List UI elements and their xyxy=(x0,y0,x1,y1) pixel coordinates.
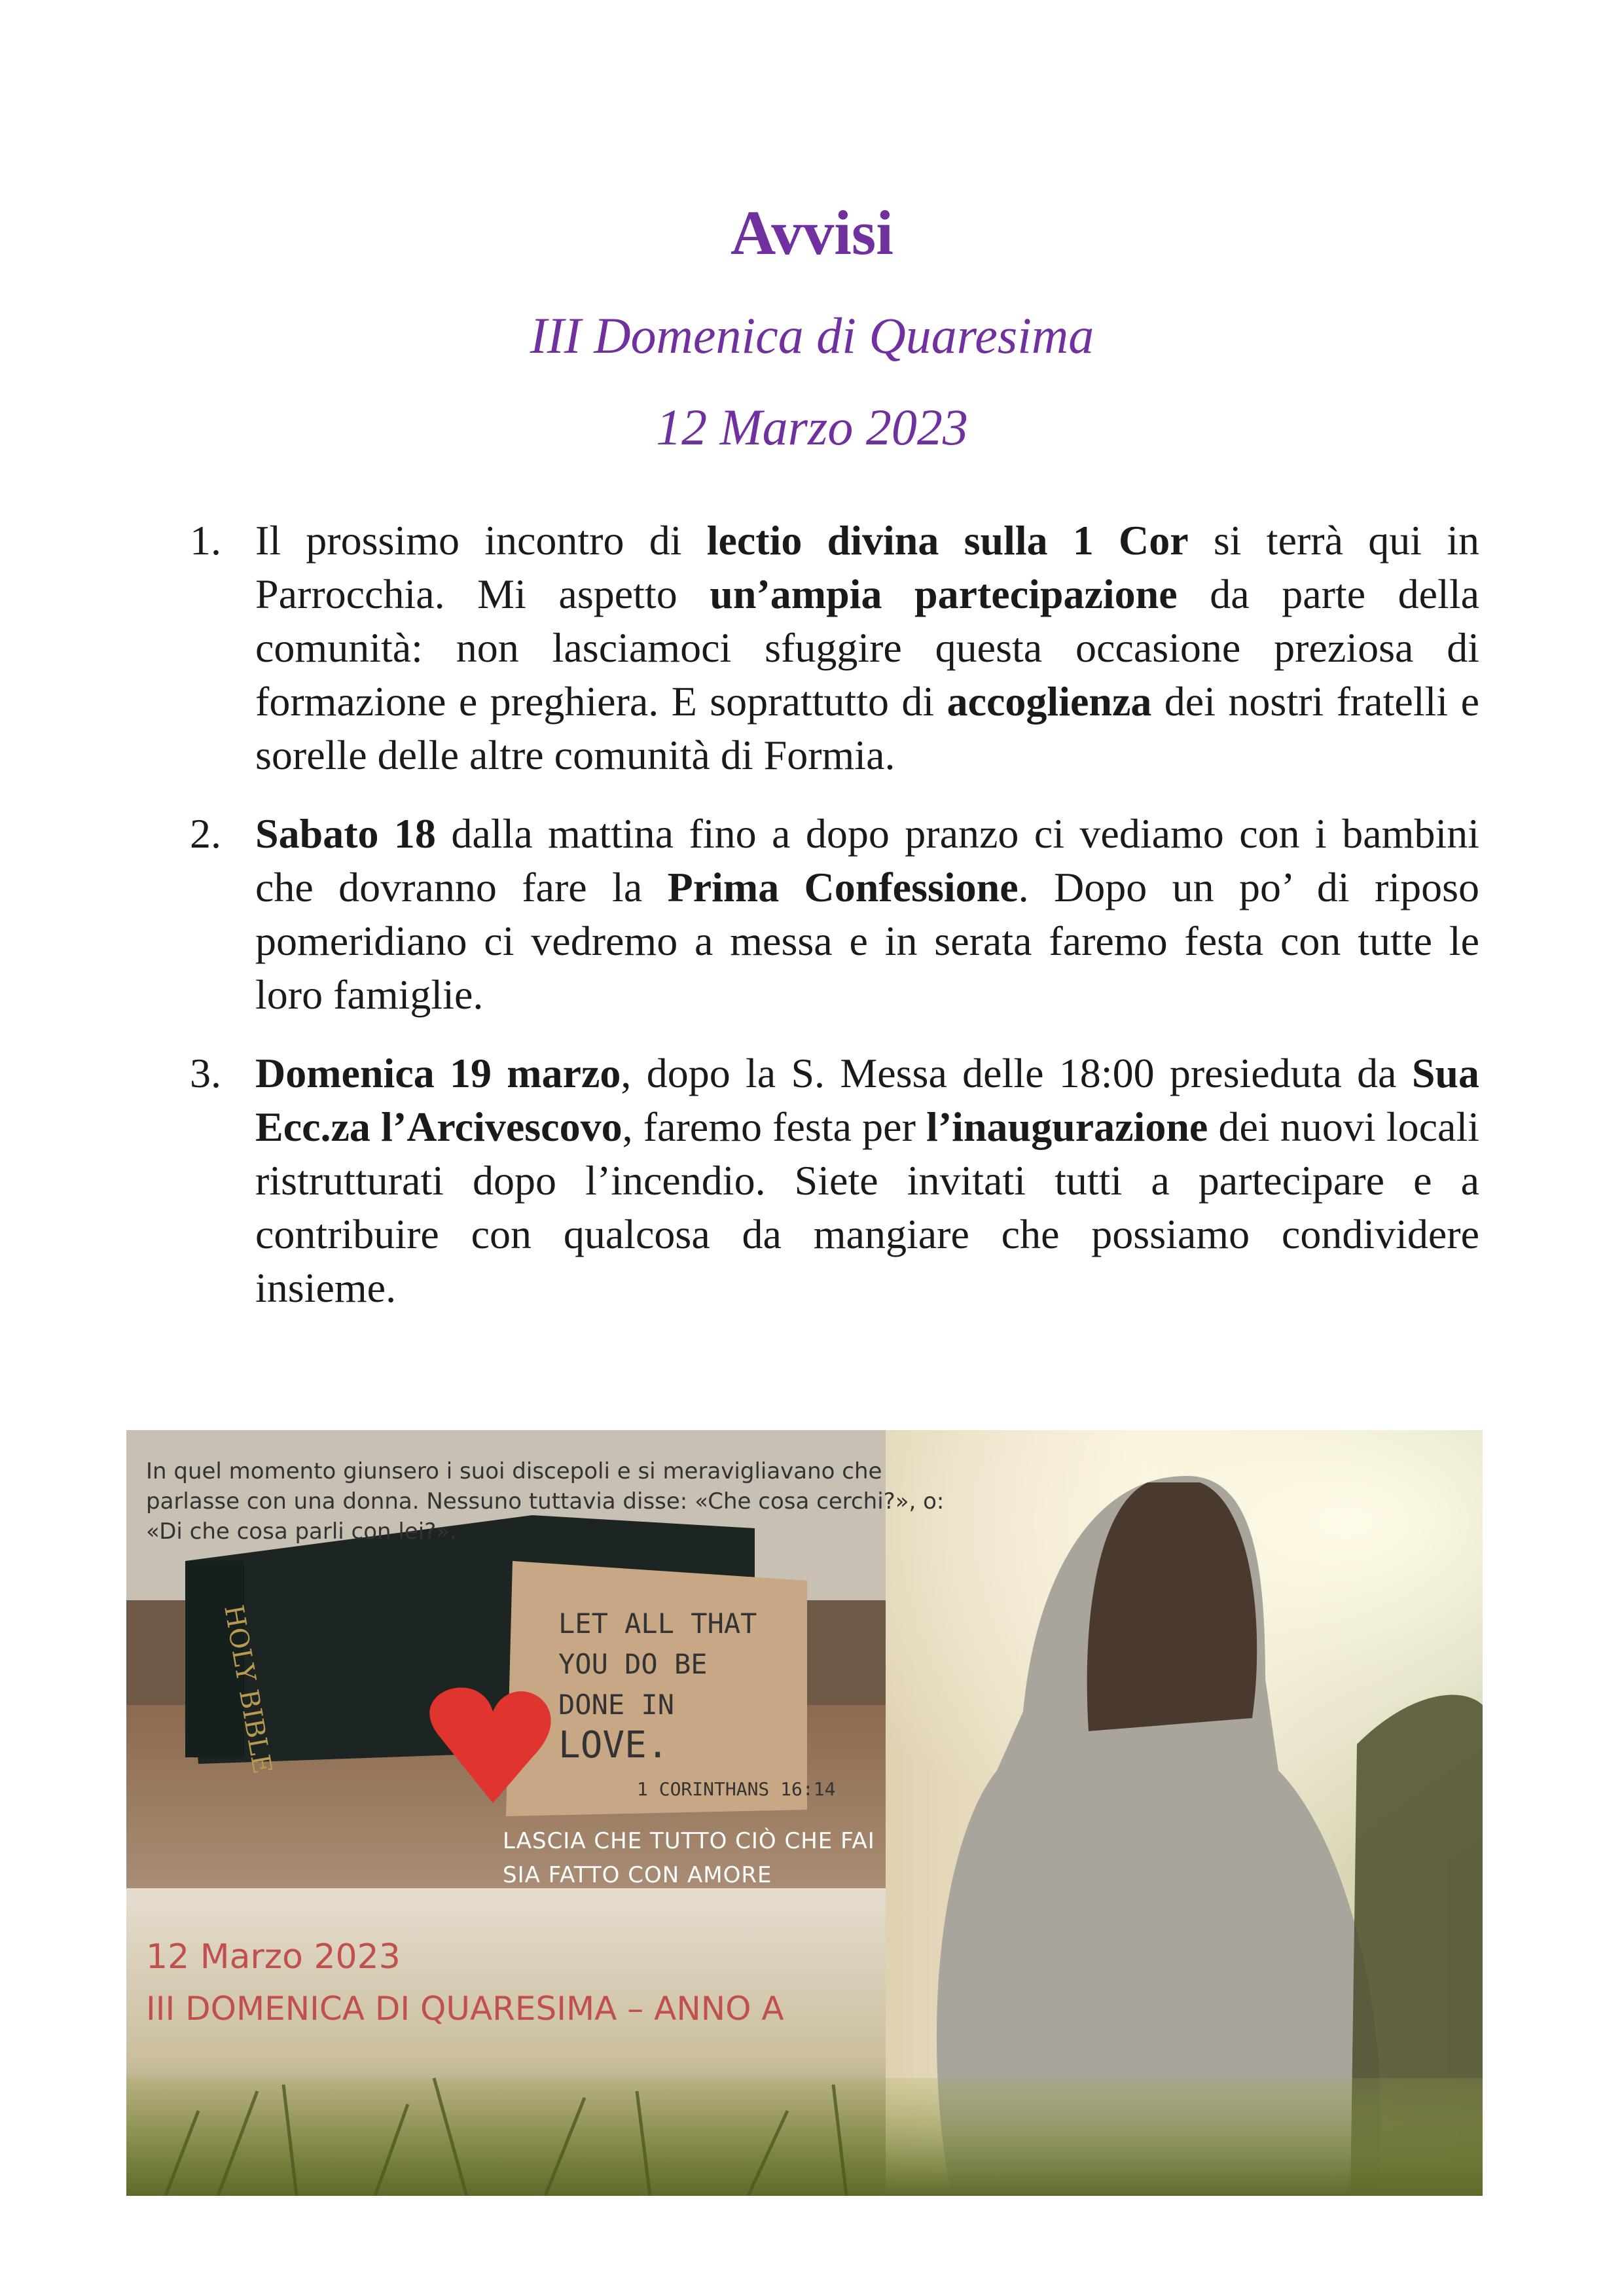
notice-number: 1. xyxy=(190,517,221,564)
notice-item xyxy=(190,1047,1479,1315)
book-spine-text: HOLY BIBLE xyxy=(218,1602,278,1776)
notice-text: dei nostri fratelli e sorelle delle altre comunità di Formia. xyxy=(255,678,1479,778)
notice-text: Il prossimo incontro di xyxy=(255,517,707,564)
notice-highlight: Domenica 19 marzo xyxy=(255,1050,621,1096)
notice-number: 3. xyxy=(190,1050,221,1096)
notice-item xyxy=(190,807,1479,1022)
page-title: Avvisi xyxy=(731,198,893,268)
note-line: LOVE. xyxy=(558,1724,669,1767)
note-line: YOU DO BE xyxy=(558,1648,708,1680)
notice-highlight: accoglienza xyxy=(947,678,1152,725)
notice-text: si terrà qui in Parrocchia. Mi aspetto xyxy=(255,517,1480,617)
notice-highlight: Sua Ecc.za l’Arcivescovo xyxy=(255,1050,1479,1150)
banner-date: 12 Marzo 2023 xyxy=(146,1937,401,1977)
note-line: LET ALL THAT xyxy=(558,1607,757,1640)
notice-highlight: Prima Confessione xyxy=(667,864,1019,910)
note-reference: 1 CORINTHANS 16:14 xyxy=(637,1778,836,1800)
notice-highlight: l’inaugurazione xyxy=(926,1103,1208,1150)
banner-liturgy: III DOMENICA DI QUARESIMA – ANNO A xyxy=(146,1990,784,2028)
notice-text: , faremo festa per xyxy=(622,1103,927,1150)
illustration-banner xyxy=(126,1430,1483,2196)
notice-highlight: un’ampia partecipazione xyxy=(710,571,1178,617)
note-line: DONE IN xyxy=(558,1689,675,1721)
notices-list xyxy=(190,514,1479,1340)
notice-text: , dopo la S. Messa delle 18:00 presieduta da xyxy=(621,1050,1412,1096)
note-verse xyxy=(558,1604,757,1766)
page-subtitle: III Domenica di Quaresima xyxy=(530,307,1094,364)
banner-subtitle-line1: LASCIA CHE TUTTO CIÒ CHE FAI xyxy=(503,1828,875,1854)
notice-text: . Dopo un po’ di riposo pomeridiano ci vedremo a messa e in serata faremo festa con tutte le loro famiglie. xyxy=(255,864,1480,1018)
banner-caption: In quel momento giunsero i suoi discepoli e si meravigliavano che parlasse con una donna. Nessuno tuttavia disse: «Che cosa cerchi?», o: «Di che cosa parli con lei?». xyxy=(146,1458,945,1545)
notice-highlight: Sabato 18 xyxy=(255,810,436,857)
notice-highlight: lectio divina sulla 1 Cor xyxy=(706,517,1189,564)
notice-item xyxy=(190,514,1479,782)
notice-number: 2. xyxy=(190,810,221,857)
page-date: 12 Marzo 2023 xyxy=(656,399,968,456)
notice-text: dalla mattina fino a dopo pranzo ci vediamo con i bambini che dovranno fare la xyxy=(255,810,1479,910)
notice-text: da parte della comunità: non lasciamoci sfuggire questa occasione preziosa di formazione e preghiera. E soprattutto di xyxy=(255,571,1480,725)
notice-text: dei nuovi locali ristrutturati dopo l’incendio. Siete invitati tutti a partecipare e a contribuire con qualcosa da mangiare che possiamo condividere insieme. xyxy=(255,1103,1479,1311)
banner-subtitle-line2: SIA FATTO CON AMORE xyxy=(503,1862,772,1888)
